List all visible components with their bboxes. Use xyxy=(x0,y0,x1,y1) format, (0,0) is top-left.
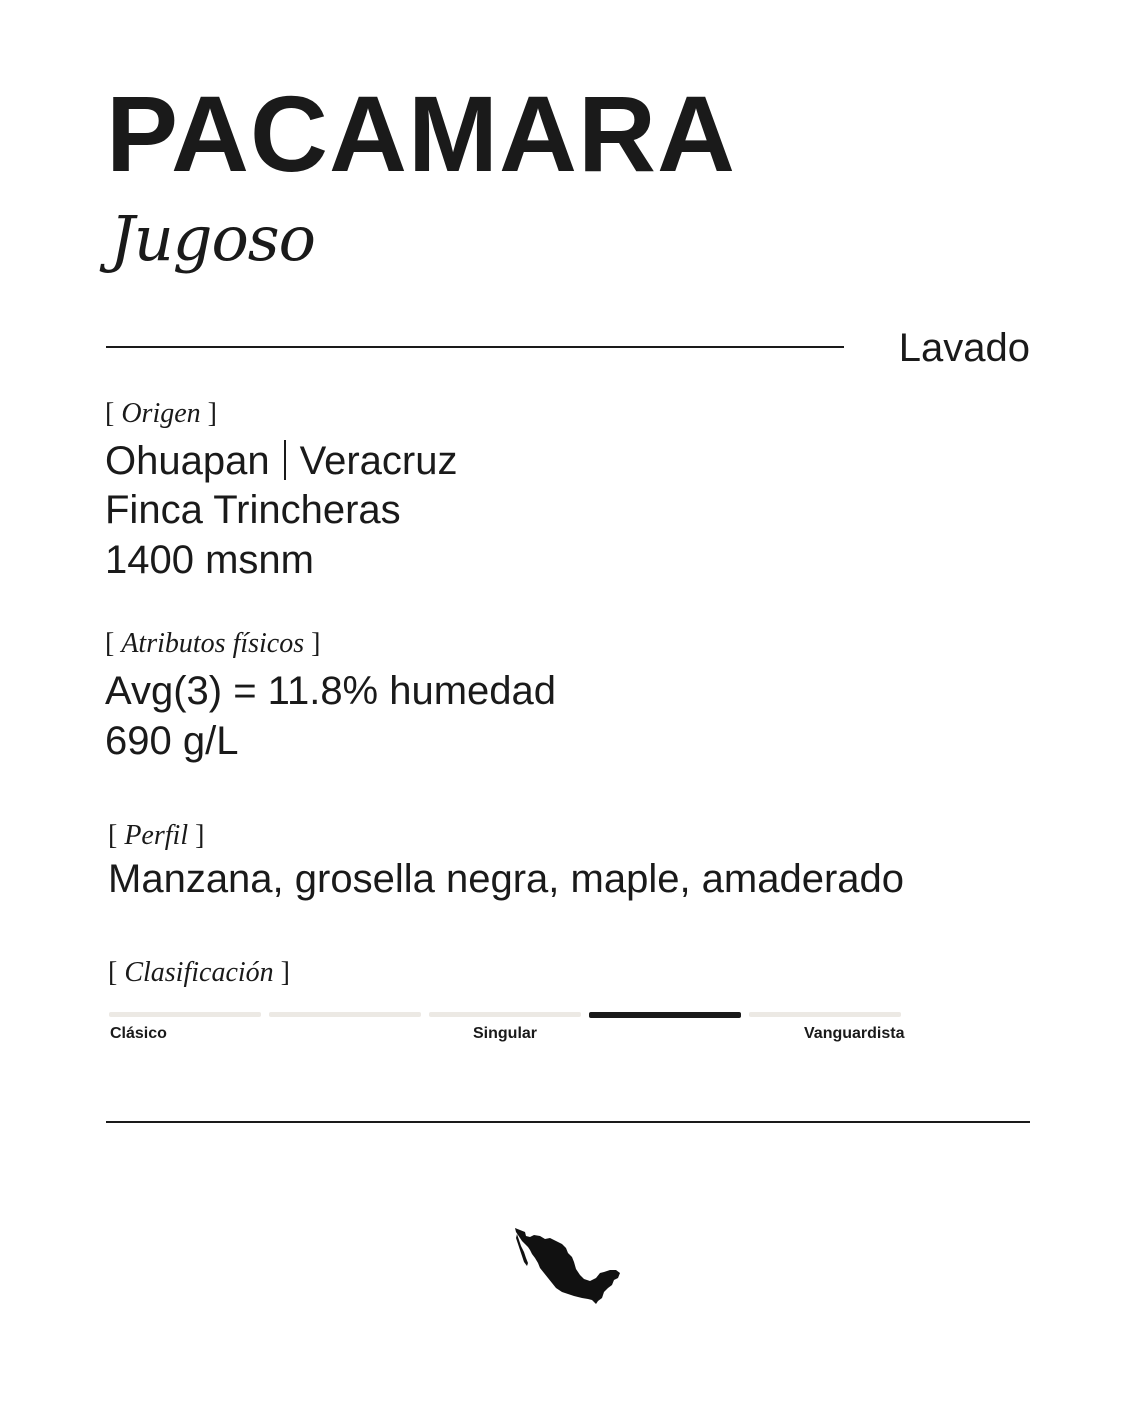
physical-humidity: Avg(3) = 11.8% humedad xyxy=(105,669,557,713)
classification-label-left: Clásico xyxy=(110,1025,167,1042)
classification-segment-1 xyxy=(109,1012,261,1017)
origin-label-text: Origen xyxy=(121,398,201,429)
origin-location xyxy=(105,440,457,481)
classification-segment-3 xyxy=(429,1012,581,1017)
classification-segment-4 xyxy=(589,1012,741,1018)
profile-section-label: [ Perfil ] xyxy=(108,820,205,851)
profile-notes: Manzana, grosella negra, maple, amaderado xyxy=(108,857,905,901)
profile-label-text: Perfil xyxy=(124,820,189,851)
physical-label-text: Atributos físicos xyxy=(121,628,305,659)
classification-label-right: Vanguardista xyxy=(804,1025,905,1042)
top-divider xyxy=(106,346,844,348)
origin-state: Veracruz xyxy=(299,439,458,483)
classification-section-label: [ Clasificación ] xyxy=(108,957,290,988)
origin-separator xyxy=(284,440,286,480)
process-label: Lavado xyxy=(898,326,1030,370)
physical-section-label: [ Atributos físicos ] xyxy=(105,628,321,659)
classification-label-text: Clasificación xyxy=(124,957,274,988)
origin-farm: Finca Trincheras xyxy=(105,488,401,532)
origin-section-label: [ Origen ] xyxy=(105,398,217,429)
classification-segment-5 xyxy=(749,1012,901,1017)
origin-altitude: 1400 msnm xyxy=(105,538,314,582)
coffee-variety-title: PACAMARA xyxy=(106,73,736,194)
origin-region: Ohuapan xyxy=(105,439,270,483)
bottom-divider xyxy=(106,1121,1030,1123)
classification-label-middle: Singular xyxy=(473,1025,538,1042)
coffee-subtitle: Jugoso xyxy=(110,202,315,275)
classification-segment-2 xyxy=(269,1012,421,1017)
physical-density: 690 g/L xyxy=(105,719,239,763)
mexico-map-icon xyxy=(512,1226,624,1306)
